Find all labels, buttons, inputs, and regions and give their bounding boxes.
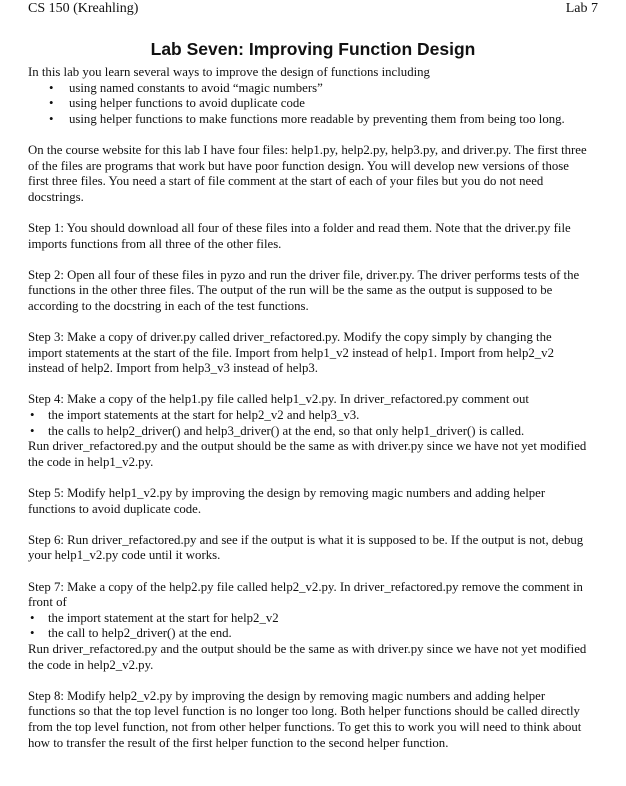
header-course: CS 150 (Kreahling) [28,1,139,16]
header-lab: Lab 7 [565,1,598,16]
intro-bullet: • using named constants to avoid “magic numbers” [28,81,588,97]
intro-bullet: • using helper functions to avoid duplicate code [28,96,588,112]
step-1: Step 1: You should download all four of these files into a folder and read them. Note that the driver.py file imports functions from all three of the other files. [28,220,571,251]
step-7: Step 7: Make a copy of the help2.py file called help2_v2.py. In driver_refactored.py remove the comment in front of [28,579,583,610]
step-3: Step 3: Make a copy of driver.py called driver_refactored.py. Modify the copy simply by changing the import statements at the start of the file. Import from help1_v2 instead of help1. Import from help2_v2 instead of help2. Import from help3_v3 instead of help3. [28,330,554,376]
step-7-bullet: • the call to help2_driver() at the end. [28,626,588,642]
page-title: Lab Seven: Improving Function Design [150,39,476,59]
step-7-bullet: • the import statement at the start for help2_v2 [28,611,588,627]
step-7-after: Run driver_refactored.py and the output should be the same as with driver.py since we have not yet modified the code in help2_v2.py. [28,641,587,672]
step-4-bullet: • the import statements at the start for help2_v2 and help3_v3. [28,408,588,424]
step-4-after: Run driver_refactored.py and the output should be the same as with driver.py since we have not yet modified the code in help1_v2.py. [28,439,587,469]
step-4-bullet: • the calls to help2_driver() and help3_driver() at the end, so that only help1_driver() is called. [28,424,588,440]
intro-text: In this lab you learn several ways to improve the design of functions including [28,65,430,79]
step-8: Step 8: Modify help2_v2.py by improving the design by removing magic numbers and adding helper functions so that the top level function is no longer too long. Both helper functions should be called directly from the top level function, not from other helper functions. To get this to work you will need to think about how to transfer the result of the first helper function to the second helper function. [28,688,582,750]
step-5: Step 5: Modify help1_v2.py by improving the design by removing magic numbers and adding helper functions to avoid duplicate code. [28,486,546,516]
intro-bullet: • using helper functions to make functions more readable by preventing them from being too long. [28,112,588,128]
step-4-bullet-list [28,408,588,439]
step-2: Step 2: Open all four of these files in pyzo and run the driver file, driver.py. The driver performs tests of the functions in the other three files. The output of the run will be the same as the output is supposed to be according to the docstring in each of the test functions. [28,267,580,313]
document-body [28,65,588,751]
intro-bullet-list [28,81,588,128]
step-7-bullet-list [28,611,588,642]
step-4: Step 4: Make a copy of the help1.py file called help1_v2.py. In driver_refactored.py comment out [28,392,529,407]
files-paragraph: On the course website for this lab I have four files: help1.py, help2.py, help3.py, and driver.py. The first three of the files are programs that work but have poor function design. You will develop new versions of those first three files. You need a start of file comment at the start of each of your files but you do not need docstrings. [28,142,587,204]
step-6: Step 6: Run driver_refactored.py and see if the output is what it is supposed to be. If the output is not, debug your help1_v2.py code until it works. [28,532,584,563]
